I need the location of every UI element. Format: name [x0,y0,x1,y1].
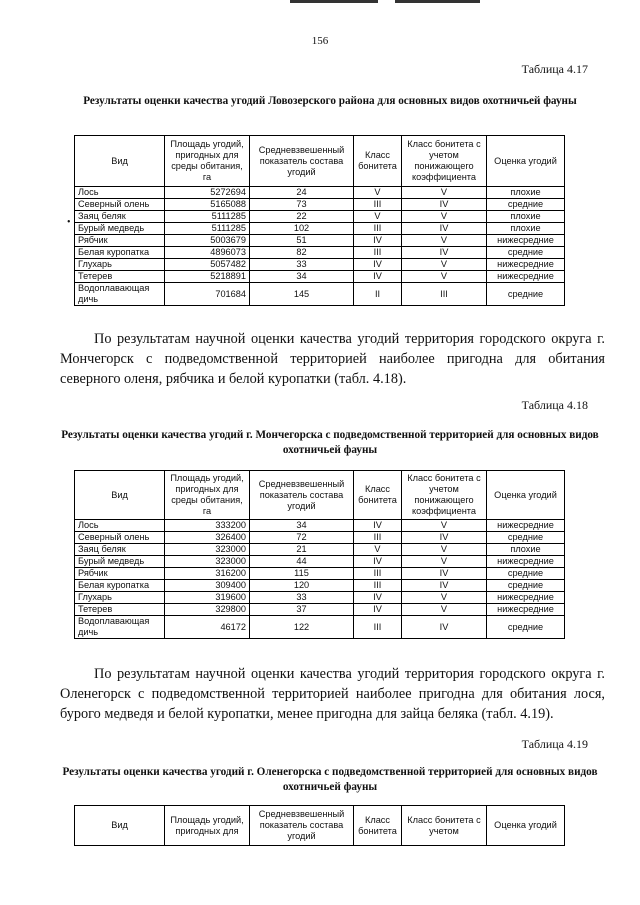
cell-adjusted-class: IV [402,223,487,235]
scan-speck: • [67,217,71,228]
cell-bonitet-class: III [354,247,402,259]
col-header-weighted-index: Средневзвешенный показатель состава угодий [250,806,354,846]
scan-top-edge-right [395,0,480,3]
cell-rating: средние [487,283,565,306]
cell-weighted-index: 122 [250,616,354,639]
cell-species: Рябчик [75,235,165,247]
scan-top-edge-left [290,0,378,3]
cell-species: Бурый медведь [75,556,165,568]
table-row [75,247,565,259]
cell-adjusted-class: V [402,211,487,223]
cell-area: 333200 [165,520,250,532]
cell-area: 323000 [165,544,250,556]
table-4-18-label: Таблица 4.18 [521,398,588,412]
cell-adjusted-class: IV [402,532,487,544]
table-row [75,580,565,592]
cell-bonitet-class: V [354,544,402,556]
cell-area: 326400 [165,532,250,544]
cell-rating: средние [487,247,565,259]
col-header-weighted-index: Средневзвешенный показатель состава угодий [250,471,354,520]
cell-bonitet-class: II [354,283,402,306]
cell-bonitet-class: IV [354,259,402,271]
col-header-area: Площадь угодий, пригодных для среды обитания, га [165,136,250,187]
cell-weighted-index: 51 [250,235,354,247]
cell-species: Тетерев [75,271,165,283]
cell-area: 5218891 [165,271,250,283]
col-header-bonitet-class: Класс бонитета [354,806,402,846]
cell-species: Глухарь [75,592,165,604]
col-header-adjusted-class: Класс бонитета с учетом [402,806,487,846]
table-row [75,199,565,211]
cell-rating: нижесредние [487,556,565,568]
table-header-row [75,136,565,187]
table-4-18-title: Результаты оценки качества угодий г. Мончегорска с подведомственной территорией для основных видов охотничьей фауны [61,429,599,456]
cell-adjusted-class: IV [402,247,487,259]
cell-bonitet-class: III [354,616,402,639]
col-header-weighted-index: Средневзвешенный показатель состава угодий [250,136,354,187]
cell-species: Лось [75,187,165,199]
cell-rating: средние [487,199,565,211]
cell-bonitet-class: IV [354,520,402,532]
table-4-17 [74,135,565,306]
table-row [75,235,565,247]
table-row [75,532,565,544]
cell-bonitet-class: III [354,580,402,592]
cell-weighted-index: 22 [250,211,354,223]
cell-adjusted-class: V [402,187,487,199]
cell-species: Заяц беляк [75,211,165,223]
cell-rating: нижесредние [487,271,565,283]
page-number: 156 [311,35,329,47]
cell-rating: плохие [487,211,565,223]
table-row [75,520,565,532]
col-header-rating: Оценка угодий [487,136,565,187]
table-header-row [75,471,565,520]
cell-weighted-index: 145 [250,283,354,306]
cell-rating: средние [487,580,565,592]
cell-species: Тетерев [75,604,165,616]
cell-species: Водоплавающая дичь [75,616,165,639]
cell-species: Глухарь [75,259,165,271]
cell-area: 309400 [165,580,250,592]
table-row [75,223,565,235]
cell-rating: нижесредние [487,604,565,616]
cell-weighted-index: 73 [250,199,354,211]
cell-area: 5003679 [165,235,250,247]
cell-weighted-index: 82 [250,247,354,259]
cell-area: 5165088 [165,199,250,211]
cell-bonitet-class: V [354,187,402,199]
cell-adjusted-class: V [402,604,487,616]
cell-species: Лось [75,520,165,532]
table-4-17-title: Результаты оценки качества угодий Ловозерского района для основных видов охотничьей фауны [83,95,577,107]
cell-weighted-index: 33 [250,259,354,271]
table-row [75,568,565,580]
cell-adjusted-class: V [402,520,487,532]
cell-bonitet-class: IV [354,271,402,283]
col-header-area: Площадь угодий, пригодных для [165,806,250,846]
cell-weighted-index: 102 [250,223,354,235]
table-row [75,616,565,639]
cell-weighted-index: 115 [250,568,354,580]
table-header-row [75,806,565,846]
cell-weighted-index: 21 [250,544,354,556]
cell-weighted-index: 24 [250,187,354,199]
cell-bonitet-class: IV [354,604,402,616]
table-row [75,271,565,283]
cell-adjusted-class: IV [402,199,487,211]
paragraph-monchegorsk: По результатам научной оценки качества угодий территория городского округа г. Мончегорск с подведомственной территорией наиболее пригодна для обитания северного оленя, рябчика и белой куропатки (табл. 4.18). [60,331,605,387]
cell-area: 323000 [165,556,250,568]
table-row [75,544,565,556]
col-header-species: Вид [75,806,165,846]
cell-adjusted-class: IV [402,616,487,639]
cell-adjusted-class: V [402,544,487,556]
cell-adjusted-class: V [402,235,487,247]
cell-area: 316200 [165,568,250,580]
cell-bonitet-class: V [354,211,402,223]
cell-adjusted-class: IV [402,568,487,580]
cell-species: Рябчик [75,568,165,580]
cell-bonitet-class: IV [354,556,402,568]
cell-rating: средние [487,532,565,544]
cell-species: Бурый медведь [75,223,165,235]
paragraph-olenegorsk: По результатам научной оценки качества угодий территория городского округа г. Оленегорск с подведомственной территорией наиболее пригодна для обитания лося, бурого медведя и белой куропатки, менее пригодна для зайца беляка (табл. 4.19). [60,666,605,722]
cell-species: Водоплавающая дичь [75,283,165,306]
cell-rating: плохие [487,187,565,199]
table-4-18 [74,470,565,639]
cell-bonitet-class: IV [354,235,402,247]
col-header-adjusted-class: Класс бонитета с учетом понижающего коэффициента [402,471,487,520]
col-header-species: Вид [75,471,165,520]
cell-area: 319600 [165,592,250,604]
cell-area: 329800 [165,604,250,616]
cell-rating: плохие [487,544,565,556]
cell-bonitet-class: III [354,568,402,580]
col-header-rating: Оценка угодий [487,806,565,846]
table-row [75,604,565,616]
cell-area: 5057482 [165,259,250,271]
table-4-17-label: Таблица 4.17 [521,62,588,76]
cell-weighted-index: 120 [250,580,354,592]
col-header-bonitet-class: Класс бонитета [354,136,402,187]
cell-adjusted-class: V [402,271,487,283]
cell-rating: нижесредние [487,520,565,532]
table-row [75,211,565,223]
cell-area: 701684 [165,283,250,306]
cell-bonitet-class: IV [354,592,402,604]
cell-bonitet-class: III [354,223,402,235]
col-header-bonitet-class: Класс бонитета [354,471,402,520]
cell-weighted-index: 37 [250,604,354,616]
cell-rating: плохие [487,223,565,235]
cell-area: 5111285 [165,223,250,235]
cell-weighted-index: 33 [250,592,354,604]
table-4-19-label: Таблица 4.19 [521,737,588,751]
cell-species: Заяц беляк [75,544,165,556]
cell-bonitet-class: III [354,532,402,544]
table-4-19-title: Результаты оценки качества угодий г. Оленегорска с подведомственной территорией для основных видов охотничьей фауны [62,766,598,793]
cell-rating: средние [487,616,565,639]
cell-adjusted-class: V [402,556,487,568]
cell-area: 46172 [165,616,250,639]
cell-species: Северный олень [75,199,165,211]
table-row [75,556,565,568]
cell-area: 5111285 [165,211,250,223]
table-row [75,259,565,271]
cell-area: 4896073 [165,247,250,259]
cell-rating: средние [487,568,565,580]
cell-area: 5272694 [165,187,250,199]
cell-weighted-index: 34 [250,520,354,532]
cell-weighted-index: 34 [250,271,354,283]
table-row [75,592,565,604]
cell-species: Северный олень [75,532,165,544]
cell-rating: нижесредние [487,235,565,247]
cell-rating: нижесредние [487,259,565,271]
col-header-species: Вид [75,136,165,187]
cell-species: Белая куропатка [75,247,165,259]
cell-species: Белая куропатка [75,580,165,592]
cell-weighted-index: 44 [250,556,354,568]
table-row [75,283,565,306]
cell-adjusted-class: V [402,259,487,271]
cell-adjusted-class: IV [402,580,487,592]
table-row [75,187,565,199]
cell-adjusted-class: V [402,592,487,604]
table-4-19 [74,805,565,846]
cell-weighted-index: 72 [250,532,354,544]
cell-adjusted-class: III [402,283,487,306]
col-header-rating: Оценка угодий [487,471,565,520]
col-header-adjusted-class: Класс бонитета с учетом понижающего коэффициента [402,136,487,187]
col-header-area: Площадь угодий, пригодных для среды обитания, га [165,471,250,520]
cell-bonitet-class: III [354,199,402,211]
cell-rating: нижесредние [487,592,565,604]
